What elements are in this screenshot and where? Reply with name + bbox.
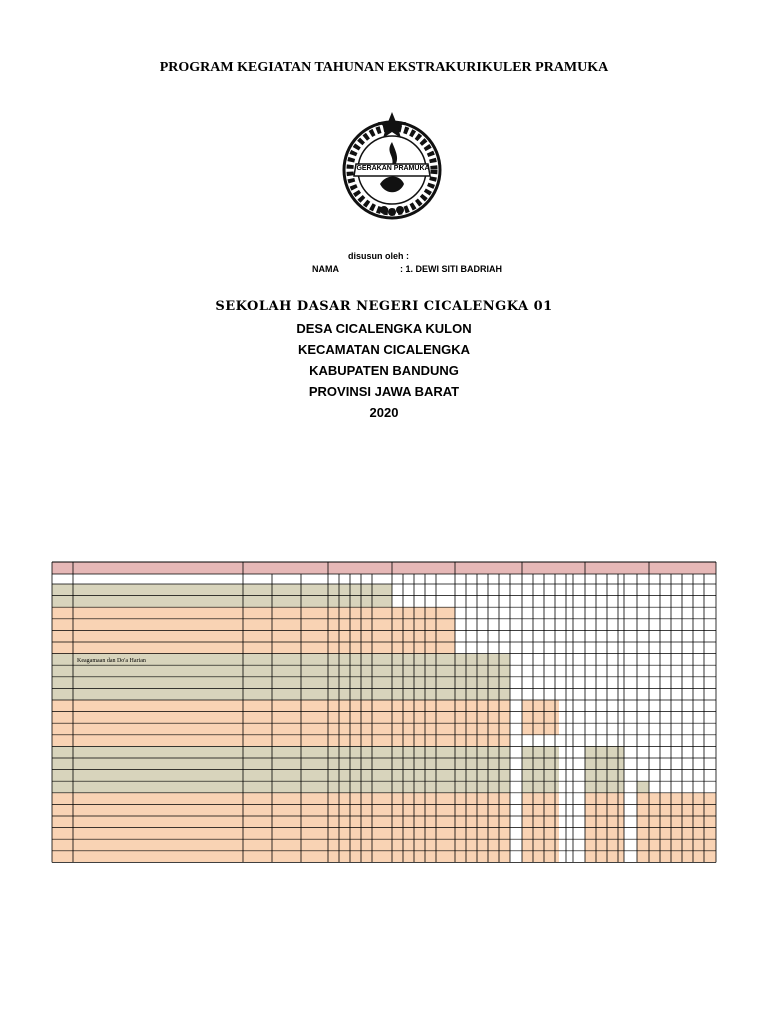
peach-band [52,816,510,828]
prepared-by-label: disusun oleh : [348,251,410,261]
peach-band [52,735,510,747]
olive-band [52,688,510,700]
name-value: : 1. DEWI SITI BADRIAH [400,264,503,274]
year-line: 2020 [369,405,399,420]
peach-band [52,804,510,816]
peach-band [52,642,455,654]
olive-cell [637,781,649,793]
district-line: KECAMATAN CICALENGKA [297,342,471,357]
peach-band [52,793,510,805]
peach-cell [522,828,559,840]
olive-cell [522,746,559,758]
olive-band [52,584,392,596]
olive-band [52,770,510,782]
olive-cell [522,781,559,793]
province-line: PROVINSI JAWA BARAT [308,384,460,399]
olive-band [52,596,392,608]
name-label: NAMA [312,264,339,274]
olive-band [52,746,510,758]
row-label: Keagamaan dan Do'a Harian [77,658,146,665]
peach-band [52,607,455,619]
peach-band [52,839,510,851]
peach-cell [522,851,559,863]
peach-cell [522,816,559,828]
peach-band [52,619,455,631]
document-title: PROGRAM KEGIATAN TAHUNAN EKSTRAKURIKULER PRAMUKA [159,60,609,75]
olive-band [52,781,510,793]
olive-cell [522,758,559,770]
peach-cell [522,700,559,712]
peach-band [52,712,510,724]
peach-cell [522,839,559,851]
peach-cell [522,723,559,735]
peach-band [52,851,510,863]
separator-column [573,574,585,862]
olive-cell [522,770,559,782]
peach-band [52,630,455,642]
village-line: DESA CICALENGKA KULON [296,321,472,336]
regency-line: KABUPATEN BANDUNG [309,363,459,378]
peach-cell [522,712,559,724]
separator-column [510,574,522,862]
olive-band [52,665,510,677]
peach-band [52,828,510,840]
peach-cell [522,793,559,805]
peach-band [52,723,510,735]
peach-cell [522,804,559,816]
school-name: SEKOLAH DASAR NEGERI CICALENGKA 01 [215,299,553,314]
separator-column [624,574,637,862]
table-header-row [52,562,716,574]
peach-band [52,700,510,712]
olive-band [52,758,510,770]
olive-band [52,677,510,689]
logo-lettering: GERAKAN PRAMUKA [356,165,430,172]
